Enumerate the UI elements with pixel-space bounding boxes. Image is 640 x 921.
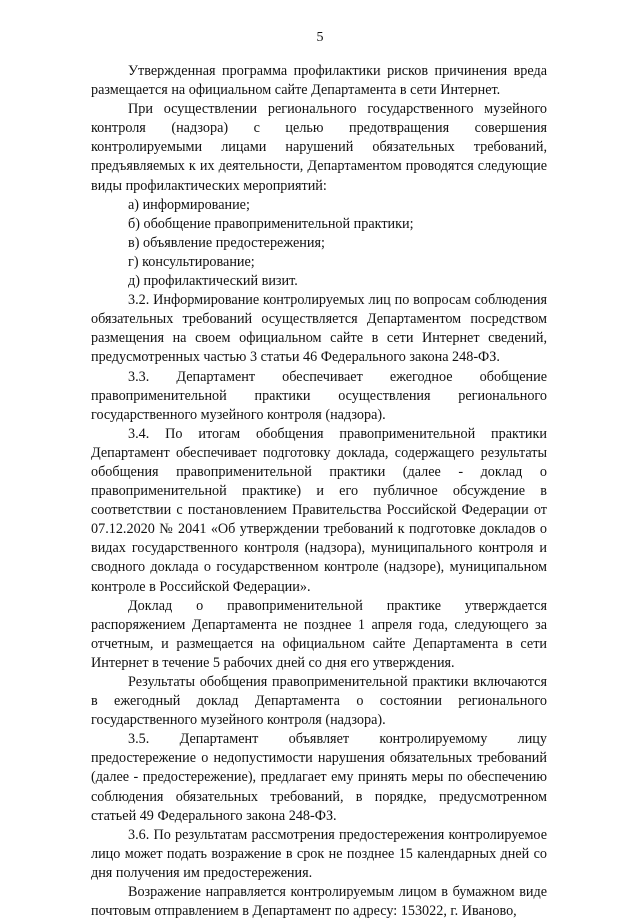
- paragraph-objection-delivery: Возражение направляется контролируемым лицом в бумажном виде почтовым отправлением в Департамент по адресу: 153022, г. Иваново,: [91, 884, 547, 920]
- paragraph-program-published: Утвержденная программа профилактики рисков причинения вреда размещается на официальном сайте Департамента в сети Интернет.: [91, 63, 547, 99]
- list-item-informing: а) информирование;: [128, 196, 250, 213]
- list-item-consulting: г) консультирование;: [128, 253, 255, 270]
- paragraph-3-4-report: 3.4. По итогам обобщения правоприменительной практики Департамент обеспечивает подготовку доклада, содержащего результаты обобщения правоприменительной практики (далее - доклад о правоприменительной практике) и его публичное обсуждение в соответствии с постановлением Правительства Российской Федерации от 07.12.2020 № 2041 «Об утверждении требований к подготовке докладов о видах государственного контроля (надзора), муниципального контроля и сводного доклада о государственном контроле (надзоре), муниципальном контроле в Российской Федерации».: [91, 425, 547, 595]
- paragraph-3-2-informing: 3.2. Информирование контролируемых лиц по вопросам соблюдения обязательных требований осуществляется Департаментом посредством размещения на своем официальном сайте в сети Интернет сведений, предусмотренных частью 3 статьи 46 Федерального закона 248-ФЗ.: [91, 292, 547, 366]
- paragraph-3-3-generalization: 3.3. Департамент обеспечивает ежегодное обобщение правоприменительной практики осуществления регионального государственного музейного контроля (надзора).: [91, 368, 547, 423]
- paragraph-results-included: Результаты обобщения правоприменительной практики включаются в ежегодный доклад Департамента о состоянии регионального государственного музейного контроля (надзора).: [91, 674, 547, 729]
- list-item-warning: в) объявление предостережения;: [128, 234, 325, 251]
- paragraph-report-approval: Доклад о правоприменительной практике утверждается распоряжением Департамента не позднее 1 апреля года, следующего за отчетным, и размещается на официальном сайте Департамента в сети Интернет в течение 5 рабочих дней со дня его утверждения.: [91, 597, 547, 671]
- page-number: 5: [316, 30, 324, 45]
- paragraph-3-5-warning: 3.5. Департамент объявляет контролируемому лицу предостережение о недопустимости нарушения обязательных требований (далее - предостережение), предлагает ему принять меры по обеспечению соблюдения обязательных требований, в порядке, предусмотренном статьей 49 Федерального закона 248-ФЗ.: [91, 731, 547, 824]
- document-body: [91, 62, 547, 921]
- list-item-preventive-visit: д) профилактический визит.: [128, 273, 298, 290]
- paragraph-3-6-objection: 3.6. По результатам рассмотрения предостережения контролируемое лицо может подать возражение в срок не позднее 15 календарных дней со дня получения им предостережения.: [91, 826, 547, 881]
- list-item-practice-generalization: б) обобщение правоприменительной практики;: [128, 215, 414, 232]
- paragraph-prevention-measures-intro: При осуществлении регионального государственного музейного контроля (надзора) с целью предотвращения совершения контролируемыми лицами нарушений обязательных требований, предъявляемых к их деятельности, Департаментом проводятся следующие виды профилактических мероприятий:: [91, 101, 547, 194]
